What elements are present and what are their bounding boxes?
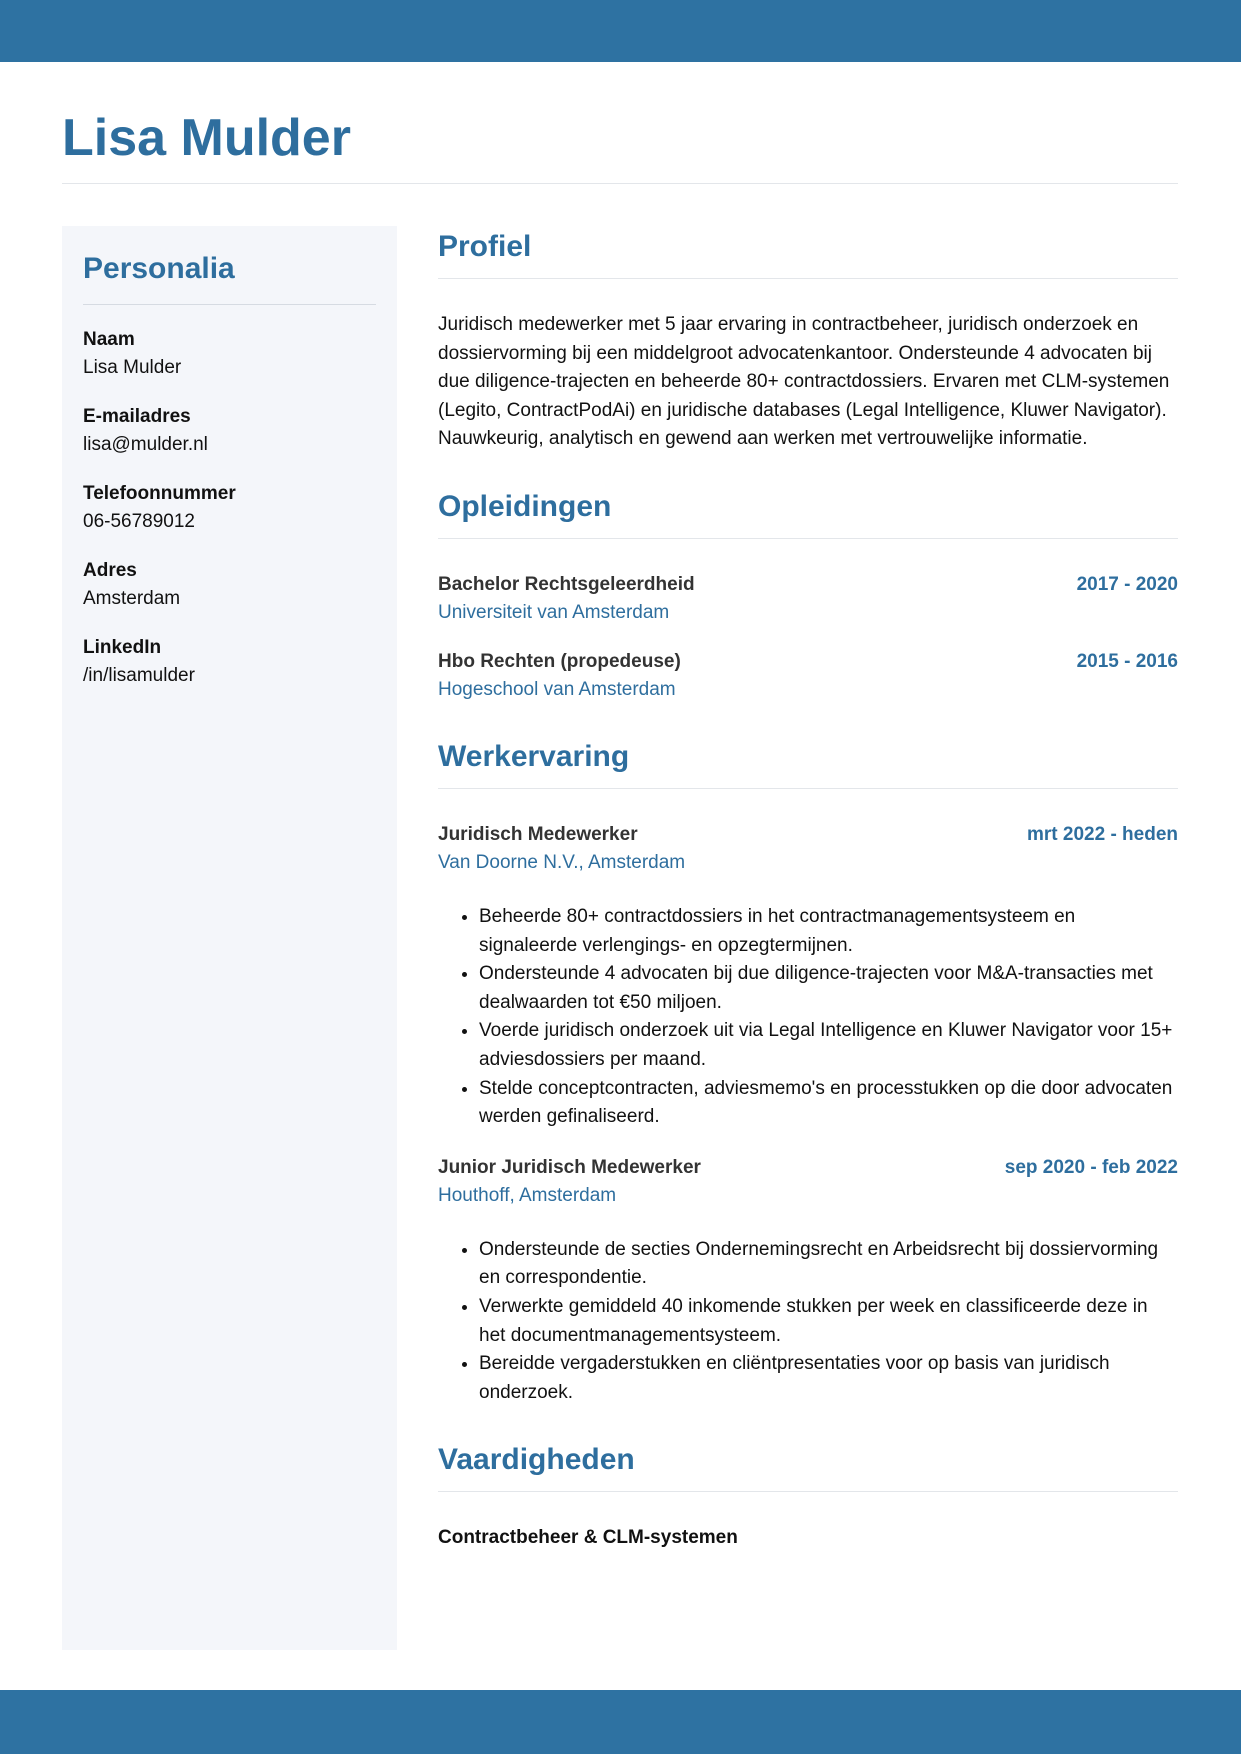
work-entry — [438, 821, 1178, 1132]
field-value: lisa@mulder.nl — [83, 434, 208, 455]
school-name: Universiteit van Amsterdam — [438, 601, 670, 623]
profile-text: Juridisch medewerker met 5 jaar ervaring in contractbeheer, juridisch onderzoek en dossiervorming bij een middelgroot advocatenkantoor. Ondersteunde 4 advocaten bij due diligence-trajecten en beheerde 80+ contractdossiers. Ervaren met CLM-systemen (Legito, ContractPodAi) en juridische databases (Legal Intelligence, Kluwer Navigator). Nauwkeurig, analytisch en gewend aan werken met vertrouwelijke informatie. — [438, 314, 1170, 450]
skills-section — [438, 1439, 1178, 1552]
work-entry — [438, 1154, 1178, 1408]
school-name: Hogeschool van Amsterdam — [438, 678, 676, 700]
education-section — [438, 486, 1178, 704]
skill-item: Contractbeheer & CLM-systemen — [438, 1527, 738, 1549]
field-value: 06-56789012 — [83, 511, 195, 532]
achievement-list — [438, 1236, 1178, 1408]
list-item: • Bereidde vergaderstukken en cliëntpresentaties voor op basis van juridisch onderzoek. — [479, 1350, 1178, 1407]
field-email — [83, 403, 376, 459]
section-title: Werkervaring — [438, 739, 630, 773]
field-name — [83, 326, 376, 382]
field-label: Naam — [83, 329, 135, 350]
employer-name: Van Doorne N.V., Amsterdam — [438, 851, 686, 873]
sidebar-divider — [83, 304, 376, 305]
field-value: Lisa Mulder — [83, 357, 182, 378]
top-banner — [0, 0, 1241, 62]
section-divider — [438, 1491, 1178, 1492]
job-title: Junior Juridisch Medewerker — [438, 1156, 701, 1178]
page-title: Lisa Mulder — [62, 109, 351, 167]
section-divider — [438, 538, 1178, 539]
field-value: /in/lisamulder — [83, 665, 195, 686]
bottom-banner — [0, 1690, 1241, 1754]
profile-section — [438, 226, 1178, 454]
sidebar-title: Personalia — [83, 252, 235, 285]
header-divider — [62, 183, 1178, 184]
section-title: Opleidingen — [438, 489, 612, 523]
date-range: 2015 - 2016 — [1076, 650, 1178, 672]
field-value: Amsterdam — [83, 588, 181, 609]
degree-title: Hbo Rechten (propedeuse) — [438, 650, 681, 672]
field-label: Adres — [83, 560, 137, 581]
field-label: Telefoonnummer — [83, 483, 236, 504]
section-divider — [438, 278, 1178, 279]
job-title: Juridisch Medewerker — [438, 823, 638, 845]
field-label: LinkedIn — [83, 637, 162, 658]
list-item: • Ondersteunde de secties Ondernemingsrecht en Arbeidsrecht bij dossiervorming en correspondentie. — [479, 1236, 1178, 1293]
section-title: Profiel — [438, 230, 532, 263]
education-entry — [438, 648, 1178, 704]
field-label: E-mailadres — [83, 406, 191, 427]
education-entry — [438, 571, 1178, 627]
date-range: mrt 2022 - heden — [1027, 823, 1178, 845]
section-divider — [438, 788, 1178, 789]
field-linkedin — [83, 634, 376, 690]
list-item: • Verwerkte gemiddeld 40 inkomende stukken per week en classificeerde deze in het documentmanagementsysteem. — [479, 1293, 1178, 1350]
work-experience-section — [438, 736, 1178, 1407]
field-phone — [83, 480, 376, 536]
date-range: sep 2020 - feb 2022 — [1004, 1156, 1178, 1178]
date-range: 2017 - 2020 — [1076, 573, 1178, 595]
section-title: Vaardigheden — [438, 1443, 635, 1477]
list-item: • Stelde conceptcontracten, adviesmemo's en processtukken op die door advocaten werden gefinaliseerd. — [479, 1075, 1178, 1132]
employer-name: Houthoff, Amsterdam — [438, 1184, 617, 1206]
personal-details-sidebar — [62, 226, 397, 1650]
list-item: • Voerde juridisch onderzoek uit via Legal Intelligence en Kluwer Navigator voor 15+ adviesdossiers per maand. — [479, 1017, 1178, 1074]
list-item: • Ondersteunde 4 advocaten bij due diligence-trajecten voor M&A-transacties met dealwaarden tot €50 miljoen. — [479, 960, 1178, 1017]
degree-title: Bachelor Rechtsgeleerdheid — [438, 573, 695, 595]
list-item: • Beheerde 80+ contractdossiers in het contractmanagementsysteem en signaleerde verlengings- en opzegtermijnen. — [479, 903, 1178, 960]
achievement-list — [438, 903, 1178, 1132]
field-address — [83, 557, 376, 613]
main-content — [438, 226, 1178, 1552]
